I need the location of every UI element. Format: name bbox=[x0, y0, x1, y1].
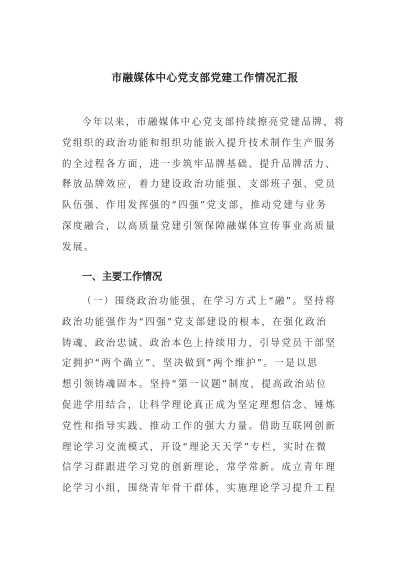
text-line: 党组织的政治功能和组织功能嵌入提升技术制作生产服务 bbox=[62, 137, 337, 149]
text-line: 党性和指导实践、推动工作的强大力量。借助互联网创新 bbox=[62, 420, 337, 432]
text-line: 理论学习交流模式，开设“理论天天学”专栏，实时在微 bbox=[62, 441, 328, 453]
document-title: 市融媒体中心党支部党建工作情况汇报 bbox=[111, 72, 299, 84]
intro-paragraph bbox=[62, 113, 354, 259]
text-line: 队伍强、作用发挥强的“四强”党支部，推动党建与业务 bbox=[62, 200, 328, 212]
text-line: 发展。 bbox=[62, 241, 95, 253]
text-line: 定拥护“两个确立”、坚决做到“两个维护”。一是以思 bbox=[62, 358, 319, 370]
text-line: 铸魂、政治忠诚、政治本色上持续用力，引导党员干部坚 bbox=[62, 337, 337, 349]
text-line: 想引领铸魂固本。坚持“第一议题”制度，提高政治站位 bbox=[62, 379, 328, 391]
text-line: 政治功能强作为“四强”党支部建设的根本，在强化政治 bbox=[62, 316, 328, 328]
section-paragraph bbox=[62, 292, 354, 500]
text-line: 促进学用结合，让科学理论真正成为坚定理想信念、锤炼 bbox=[62, 399, 337, 411]
text-line: 深度融合，以高质量党建引领保障融媒体宣传事业高质量 bbox=[62, 220, 337, 232]
text-line: 的全过程各方面，进一步筑牢品牌基础、提升品牌活力、 bbox=[62, 158, 337, 170]
text-line: 论学习小组，围绕青年骨干群体，实施理论学习提升工程 bbox=[62, 483, 337, 495]
section-heading: 一、主要工作情况 bbox=[82, 272, 162, 283]
text-line: （一）围绕政治功能强，在学习方式上“融”。坚持将 bbox=[82, 296, 337, 307]
text-line: 今年以来，市融媒体中心党支部持续擦亮党建品牌，将 bbox=[82, 117, 346, 128]
text-line: 信学习群跟进学习党的创新理论，常学常新。成立青年理 bbox=[62, 462, 337, 474]
text-line: 释放品牌效应，着力建设政治功能强、支部班子强、党员 bbox=[62, 179, 337, 191]
